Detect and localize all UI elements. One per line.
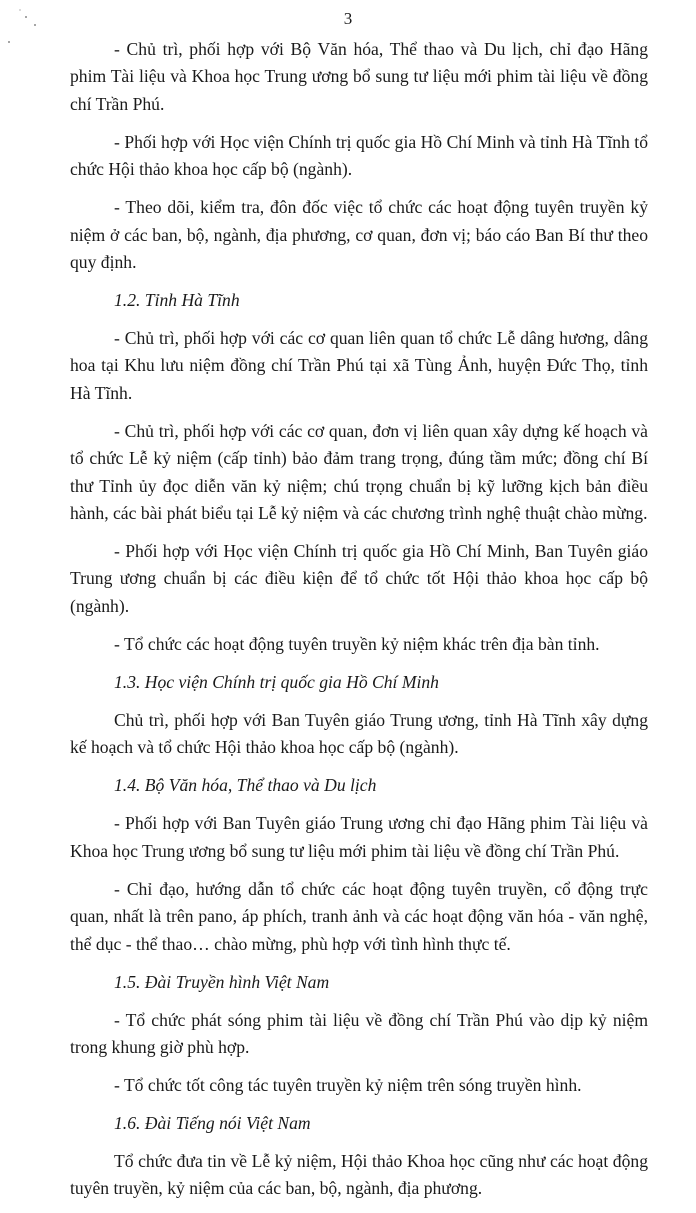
paragraph: - Chủ trì, phối hợp với các cơ quan, đơn vị liên quan xây dựng kế hoạch và tổ chức Lễ kỷ niệm (cấp tỉnh) bảo đảm trang trọng, đúng tầm mức; đồng chí Bí thư Tỉnh ủy đọc diễn văn kỷ niệm; chú trọng chuẩn bị kỹ lưỡng kịch bản điều hành, các bài phát biểu tại Lễ kỷ niệm và các chương trình nghệ thuật chào mừng. — [70, 420, 648, 524]
paragraph: Tổ chức đưa tin về Lễ kỷ niệm, Hội thảo Khoa học cũng như các hoạt động tuyên truyền, kỷ niệm của các ban, bộ, ngành, địa phương. — [70, 1150, 648, 1199]
paragraph: - Tổ chức các hoạt động tuyên truyền kỷ niệm khác trên địa bàn tỉnh. — [114, 633, 600, 654]
section-heading: 1.3. Học viện Chính trị quốc gia Hồ Chí Minh — [114, 671, 439, 692]
paragraph: - Phối hợp với Ban Tuyên giáo Trung ương chỉ đạo Hãng phim Tài liệu và Khoa học Trung ương bổ sung tư liệu mới phim tài liệu về đồng chí Trần Phú. — [70, 813, 648, 861]
paragraph: - Chủ trì, phối hợp với Bộ Văn hóa, Thể thao và Du lịch, chỉ đạo Hãng phim Tài liệu và Khoa học Trung ương bổ sung tư liệu mới phim tài liệu về đồng chí Trần Phú. — [70, 39, 648, 114]
page-number: 3 — [343, 9, 353, 28]
section-heading: 1.4. Bộ Văn hóa, Thể thao và Du lịch — [114, 775, 377, 796]
paragraph: - Phối hợp với Học viện Chính trị quốc gia Hồ Chí Minh và tỉnh Hà Tĩnh tổ chức Hội thảo khoa học cấp bộ (ngành). — [70, 131, 648, 180]
document-body — [70, 36, 648, 1213]
section-heading: 1.5. Đài Truyền hình Việt Nam — [114, 971, 330, 992]
paragraph: - Chủ trì, phối hợp với các cơ quan liên quan tổ chức Lễ dâng hương, dâng hoa tại Khu lưu niệm đồng chí Trần Phú tại xã Tùng Ảnh, huyện Đức Thọ, tỉnh Hà Tĩnh. — [70, 328, 648, 403]
paragraph: - Tổ chức tốt công tác tuyên truyền kỷ niệm trên sóng truyền hình. — [114, 1074, 582, 1095]
section-heading: 1.6. Đài Tiếng nói Việt Nam — [114, 1112, 311, 1133]
paragraph: - Chỉ đạo, hướng dẫn tổ chức các hoạt động tuyên truyền, cổ động trực quan, nhất là trên pano, áp phích, tranh ảnh và các hoạt động văn hóa - văn nghệ, thể dục - thể thao… chào mừng, phù hợp với tình hình thực tế. — [70, 878, 648, 954]
scan-speck — [8, 41, 10, 43]
paragraph: Chủ trì, phối hợp với Ban Tuyên giáo Trung ương, tỉnh Hà Tĩnh xây dựng kế hoạch và tổ chức Hội thảo khoa học cấp bộ (ngành). — [70, 709, 648, 758]
paragraph: - Theo dõi, kiểm tra, đôn đốc việc tổ chức các hoạt động tuyên truyền kỷ niệm ở các ban, bộ, ngành, địa phương, cơ quan, đơn vị; báo cáo Ban Bí thư theo quy định. — [70, 197, 648, 273]
paragraph: - Tổ chức phát sóng phim tài liệu về đồng chí Trần Phú vào dịp kỷ niệm trong khung giờ phù hợp. — [70, 1009, 648, 1057]
section-heading: 1.2. Tỉnh Hà Tĩnh — [114, 290, 240, 311]
paragraph: - Phối hợp với Học viện Chính trị quốc gia Hồ Chí Minh, Ban Tuyên giáo Trung ương chuẩn bị các điều kiện để tổ chức tốt Hội thảo khoa học cấp bộ (ngành). — [70, 541, 648, 616]
